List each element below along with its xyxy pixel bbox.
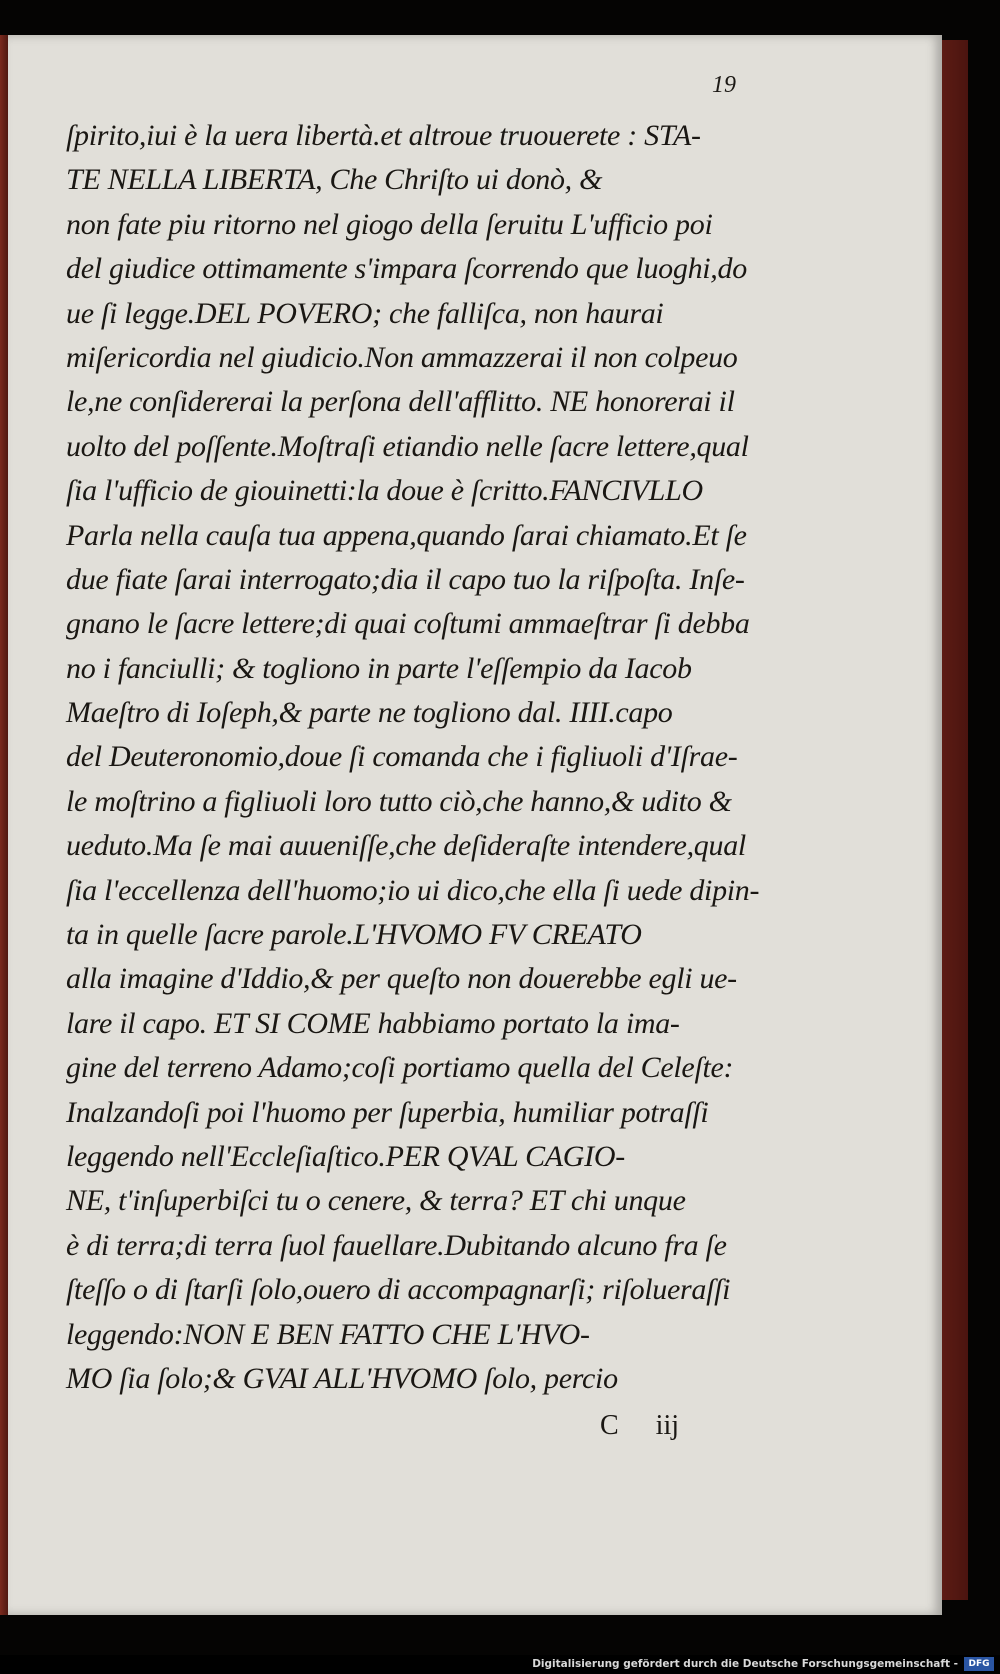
text-line: ſia l'eccellenza dell'huomo;io ui dico,che ella ſi uede dipin- [66, 873, 760, 907]
text-line: Parla nella cauſa tua appena,quando ſarai chiamato.Et ſe [66, 518, 747, 552]
text-line: Inalzandoſi poi l'huomo per ſuperbia, humiliar potraſſi [66, 1095, 709, 1129]
text-line: del Deuteronomio,doue ſi comanda che i figliuoli d'Iſrae- [66, 740, 738, 774]
text-line: due fiate ſarai interrogato;dia il capo tuo la riſpoſta. Inſe- [66, 562, 745, 596]
text-line: gine del terreno Adamo;coſi portiamo quella del Celeſte: [66, 1051, 734, 1085]
signature-mark: C iij [600, 1410, 680, 1441]
text-line: le,ne conſidererai la perſona dell'afflitto. NE honorerai il [66, 385, 735, 419]
text-line: alla imagine d'Iddio,& per queſto non douerebbe egli ue- [66, 962, 737, 996]
text-line: MO ſia ſolo;& GVAI ALL'HVOMO ſolo, percio [66, 1361, 618, 1395]
page-number: 19 [712, 72, 736, 98]
page-text [66, 114, 826, 1401]
text-line: è di terra;di terra ſuol fauellare.Dubitando alcuno fra ſe [66, 1228, 727, 1262]
text-line: del giudice ottimamente s'impara ſcorrendo que luoghi,do [66, 252, 747, 286]
text-line: ue ſi legge.DEL POVERO; che falliſca, non haurai [66, 296, 664, 330]
text-line: uolto del poſſente.Moſtraſi etiandio nelle ſacre lettere,qual [66, 429, 749, 463]
text-line: leggendo:NON E BEN FATTO CHE L'HVO- [66, 1317, 590, 1351]
text-line: no i fanciulli; & togliono in parte l'eſſempio da Iacob [66, 651, 692, 685]
text-line: non fate piu ritorno nel giogo della ſeruitu L'ufficio poi [66, 207, 713, 241]
funding-credit: Digitalisierung gefördert durch die Deutsche Forschungsgemeinschaft - [532, 1658, 958, 1670]
text-line: ta in quelle ſacre parole.L'HVOMO FV CREATO [66, 918, 642, 952]
text-line: le moſtrino a figliuoli loro tutto ciò,che hanno,& udito & [66, 784, 732, 818]
text-line: miſericordia nel giudicio.Non ammazzerai il non colpeuo [66, 340, 738, 374]
text-line: gnano le ſacre lettere;di quai coſtumi ammaeſtrar ſi debba [66, 607, 750, 641]
text-line: ueduto.Ma ſe mai auueniſſe,che deſideraſte intendere,qual [66, 829, 746, 863]
dfg-logo: DFG [964, 1657, 994, 1671]
text-line: ſteſſo o di ſtarſi ſolo,ouero di accompagnarſi; riſolueraſſi [66, 1273, 731, 1307]
text-line: lare il capo. ET SI COME habbiamo portato la ima- [66, 1006, 680, 1040]
text-line: ſpirito,iui è la uera libertà.et altroue truouerete : STA- [66, 119, 701, 152]
text-line: TE NELLA LIBERTA, Che Chriſto ui donò, & [66, 163, 603, 197]
text-line: ſia l'ufficio de giouinetti:la doue è ſcritto.FANCIVLLO [66, 474, 703, 508]
text-line: Maeſtro di Ioſeph,& parte ne togliono dal. IIII.capo [66, 696, 673, 730]
text-line: NE, t'inſuperbiſci tu o cenere, & terra? ET chi unque [66, 1184, 686, 1218]
text-line: leggendo nell'Eccleſiaſtico.PER QVAL CAGIO- [66, 1139, 625, 1173]
